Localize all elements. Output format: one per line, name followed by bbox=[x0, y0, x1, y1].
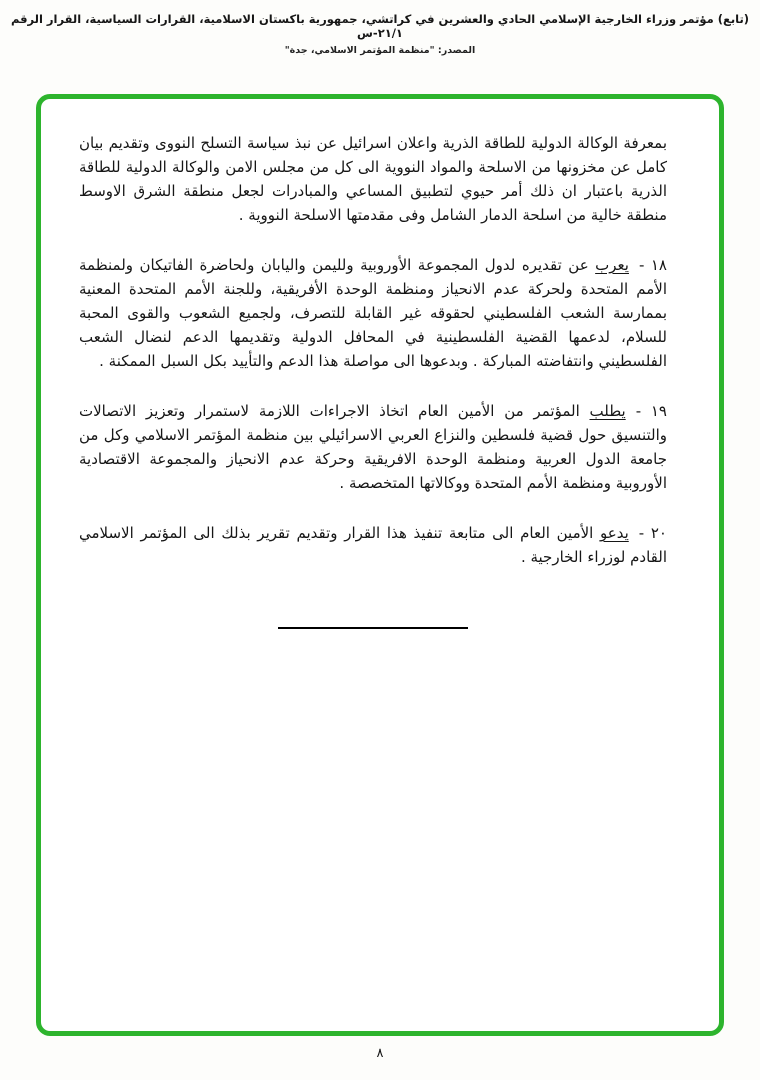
item-body-text: عن تقديره لدول المجموعة الأوروبية ولليمن واليابان ولحاضرة الفاتيكان ولمنظمة الأمم المتحدة ولحركة عدم الانحياز ومنظمة الوحدة الأفريقية، وللجنة الأمم المتحدة المعنية بممارسة الشعب الفلسطيني لحقوقه غير القابلة للتصرف، ولجميع الشعوب والقوى المحبة للسلام، لدعمها القضية الفلسطينية في المحافل الدولية وتقديمها الدعم لنضال الشعب الفلسطيني وانتفاضته المباركة . وبدعوها الى مواصلة هذا الدعم والتأييد بكل السبل الممكنة . bbox=[79, 256, 667, 370]
document-header bbox=[0, 0, 760, 56]
item-body-text: الأمين العام الى متابعة تنفيذ هذا القرار وتقديم تقرير بذلك الى المؤتمر الاسلامي القادم لوزراء الخارجية . bbox=[79, 524, 667, 566]
item-lead-word: يعرب bbox=[595, 256, 629, 274]
resolution-item-20 bbox=[79, 521, 667, 569]
item-body-text: المؤتمر من الأمين العام اتخاذ الاجراءات اللازمة لاستمرار وتعزيز الاتصالات والتنسيق حول قضية فلسطين والنزاع العربي الاسرائيلي بين منظمة المؤتمر الاسلامي وكل من جامعة الدول العربية ومنظمة الوحدة الافريقية وحركة عدم الانحياز والمجموعة الاقتصادية الأوروبية ومنظمة الأمم المتحدة ووكالاتها المتخصصة . bbox=[79, 402, 667, 492]
header-reference-line: (تابع) مؤتمر وزراء الخارجية الإسلامي الحادي والعشرين في كراتشي، جمهورية باكستان الاسلامية، القرارات السياسية، القرار الرقم ٢١/١-س bbox=[10, 12, 750, 40]
intro-paragraph bbox=[79, 131, 667, 227]
page-footer bbox=[0, 1046, 760, 1061]
resolution-item-18 bbox=[79, 253, 667, 373]
resolution-item-19 bbox=[79, 399, 667, 495]
item-number: ٢٠ - bbox=[638, 524, 667, 542]
header-source-line: المصدر: "منظمة المؤتمر الاسلامي، جدة" bbox=[284, 45, 476, 56]
intro-paragraph-text: بمعرفة الوكالة الدولية للطاقة الذرية واعلان اسرائيل عن نبذ سياسة التسلح النووى وتقديم بيان كامل عن مخزونها من الاسلحة والمواد النووية الى كل من مجلس الامن والوكالة الدولية للطاقة الذرية باعتبار ان ذلك أمر حيوي لتطبيق المساعي والمبادرات لجعل منطقة الشرق الاوسط منطقة خالية من اسلحة الدمار الشامل وفى مقدمتها الاسلحة النووية . bbox=[79, 134, 667, 224]
item-number: ١٩ - bbox=[635, 402, 667, 420]
item-number: ١٨ - bbox=[638, 256, 667, 274]
item-lead-word: يطلب bbox=[589, 402, 626, 420]
green-border-frame bbox=[36, 94, 724, 1036]
end-divider-line bbox=[278, 627, 468, 629]
item-lead-word: يدعو bbox=[600, 524, 629, 542]
page-number: ٨ bbox=[376, 1046, 384, 1061]
document-body bbox=[41, 99, 719, 629]
